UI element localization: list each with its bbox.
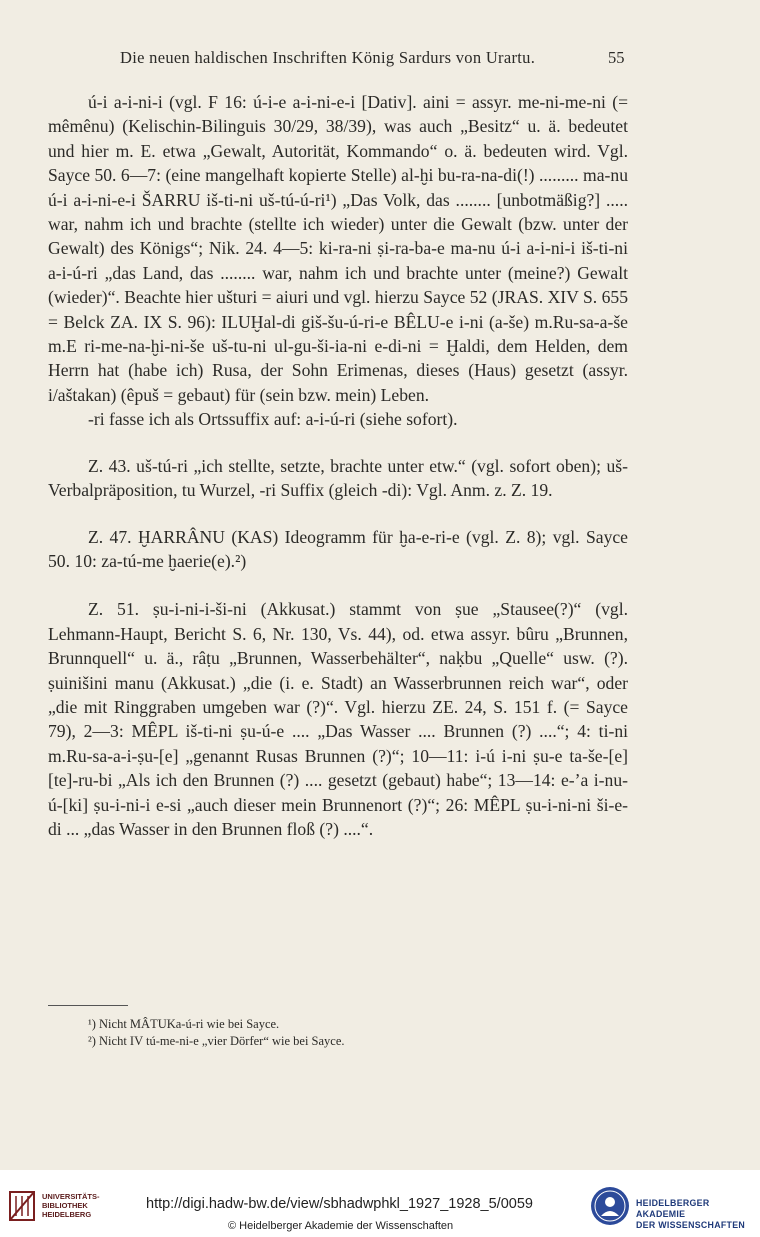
footnote-2: ²) Nicht IV tú-me-ni-e „vier Dörfer“ wie bei Sayce. bbox=[88, 1034, 345, 1048]
footnotes bbox=[48, 1005, 628, 1050]
paragraph-z47: Z. 47. ḪARRÂNU (KAS) Ideogramm für ḫa-e-ri-e (vgl. Z. 8); vgl. Sayce 50. 10: za-tú-me ḫaerie(e).²) bbox=[48, 526, 628, 571]
academy-seal-icon bbox=[590, 1186, 630, 1226]
academy-name: HEIDELBERGER AKADEMIE DER WISSENSCHAFTEN bbox=[636, 1198, 746, 1230]
paragraph-aini: ú-i a-i-ni-i (vgl. F 16: ú-i-e a-i-ni-e-i [Dativ]. aini = assyr. me-ni-me-ni (= mêmênu) (Kelischin-Bilinguis 30/29, 38/39), was auch „Besitz“ u. ä. bedeutet und hier m. E. etwa „Gewalt, Autorität, Kommando“ o. ä. bedeuten wird. Vgl. Sayce 50. 6—7: (eine mangelhaft kopierte Stelle) al-ḫi bu-ra-na-di(!) ......... ma-nu ú-i a-i-ni-e-i ŠARRU iš-ti-ni uš-tú-ú-ri¹) „Das Volk, das ........ [unbotmäßig?] ..... war, nahm ich und brachte (stellte ich wieder) unter die Gewalt (bzw. unter der Gewalt) des Königs“; Nik. 24. 4—5: ki-ra-ni ṣi-ra-ba-e ma-nu ú-i a-i-ni-i iš-ti-ni a-i-ú-ri „das Land, das ........ war, nahm ich und brachte unter (meine?) Gewalt (wieder)“. Beachte hier ušturi = aiuri und vgl. hierzu Sayce 52 (JRAS. XIV S. 655 = Belck ZA. IX S. 96): ILUḪal-di giš-šu-ú-ri-e BÊLU-e i-ni (a-še) m.Ru-sa-a-še m.E ri-me-na-ḫi-ni-še uš-tu-ni ul-gu-ši-ia-ni e-di-ni = Ḫaldi, dem Helden, dem Herrn hat (habe ich) Rusa, der Sohn Erimenas, dieses (Haus) gesetzt (assyr. i/aštakan) (êpuš = gebaut) für (sein bzw. mein) Leben. bbox=[48, 92, 628, 405]
footnote-divider bbox=[48, 1005, 128, 1006]
university-library-name: UNIVERSITÄTS- BIBLIOTHEK HEIDELBERG bbox=[42, 1192, 100, 1219]
running-head bbox=[120, 48, 630, 68]
main-text bbox=[48, 90, 628, 841]
running-title: Die neuen haldischen Inschriften König Sardurs von Urartu. bbox=[120, 48, 536, 67]
paragraph-ri-suffix: -ri fasse ich als Ortssuffix auf: a-i-ú-ri (siehe sofort). bbox=[88, 409, 458, 430]
paragraph-z43: Z. 43. uš-tú-ri „ich stellte, setzte, brachte unter etw.“ (vgl. sofort oben); uš- Verbalpräposition, tu Wurzel, -ri Suffix (gleich -di): Vgl. Anm. z. Z. 19. bbox=[48, 455, 628, 501]
digitization-footer bbox=[0, 1170, 760, 1237]
footnote-1: ¹) Nicht MÂTUKa-ú-ri wie bei Sayce. bbox=[88, 1017, 280, 1031]
paragraph-z51: Z. 51. ṣu-i-ni-i-ši-ni (Akkusat.) stammt von ṣue „Stausee(?)“ (vgl. Lehmann-Haupt, Bericht S. 6, Nr. 130, Vs. 44), od. etwa assyr. bûru „Brunnen, Brunnquell“ u. ä., râṭu „Brunnen, Wasserbehälter“, naḳbu „Quelle“ usw. (?). ṣuinišini manu (Akkusat.) „die (i. e. Stadt) an Wasserbrunnen reich war“, oder „die mit Ringgraben umgeben war (?)“. Vgl. hierzu ZE. 24, S. 151 f. (= Sayce 79), 2—3: MÊPL iš-ti-ni ṣu-ú-e .... „Das Wasser .... Brunnen (?) ....“; 4: ti-ni m.Ru-sa-a-i-ṣu-[e] „genannt Rusas Brunnen (?)“; 10—11: i-ú i-ni ṣu-e ta-še-[e] [te]-ru-bi „Als ich den Brunnen (?) .... gesetzt (gebaut) habe“; 13—14: e-’a i-nu-ú-[ki] ṣu-i-ni-i e-si „auch dieser mein Brunnenort (?)“; 26: MÊPL ṣu-i-ni-ni ši-e-di ... „das Wasser in den Brunnen floß (?) ....“. bbox=[48, 599, 628, 839]
permalink-url[interactable]: http://digi.hadw-bw.de/view/sbhadwphkl_1927_1928_5/0059 bbox=[146, 1196, 533, 1212]
university-library-logo-icon bbox=[8, 1188, 36, 1224]
page-number: 55 bbox=[608, 48, 625, 67]
copyright-notice: © Heidelberger Akademie der Wissenschaften bbox=[228, 1220, 454, 1232]
